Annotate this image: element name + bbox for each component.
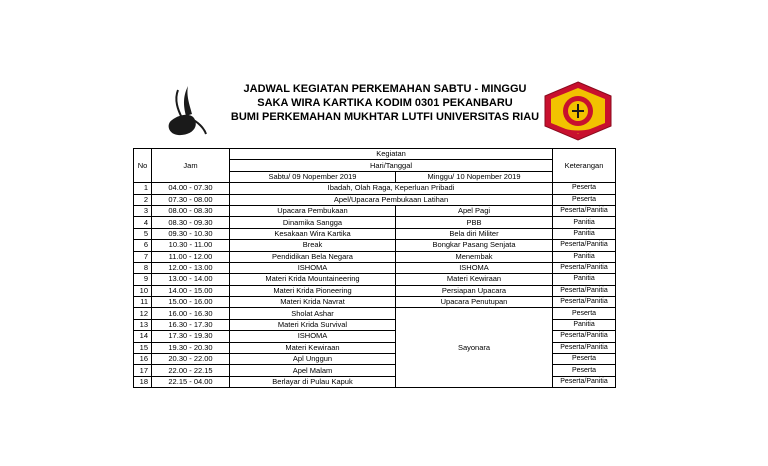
row-activity-sabtu: Materi Krida Navrat: [230, 297, 396, 308]
row-time: 20.30 - 22.00: [152, 354, 230, 365]
row-activity-sabtu: Berlayar di Pulau Kapuk: [230, 376, 396, 387]
title-line-1: JADWAL KEGIATAN PERKEMAHAN SABTU - MINGGU: [243, 83, 527, 95]
row-time: 15.00 - 16.00: [152, 297, 230, 308]
row-keterangan: Panitia: [553, 274, 616, 285]
row-number: 13: [134, 319, 152, 330]
row-keterangan: Peserta/Panitia: [553, 240, 616, 251]
row-activity-minggu: Menembak: [396, 251, 553, 262]
row-time: 13.00 - 14.00: [152, 274, 230, 285]
col-hari-header: Hari/Tanggal: [230, 160, 553, 171]
row-activity-sabtu: Apel Malam: [230, 365, 396, 376]
row-number: 9: [134, 274, 152, 285]
table-row: [134, 205, 616, 216]
table-row: [134, 228, 616, 239]
row-number: 1: [134, 183, 152, 194]
row-number: 2: [134, 194, 152, 205]
row-time: 14.00 - 15.00: [152, 285, 230, 296]
row-keterangan: Peserta/Panitia: [553, 205, 616, 216]
table-row: [134, 262, 616, 273]
row-activity-sabtu: Pendidikan Bela Negara: [230, 251, 396, 262]
title-line-3: BUMI PERKEMAHAN MUKHTAR LUTFI UNIVERSITAS RIAU: [230, 111, 540, 123]
table-row: [134, 251, 616, 262]
row-number: 11: [134, 297, 152, 308]
table-row: [134, 194, 616, 205]
row-number: 12: [134, 308, 152, 319]
col-minggu-header: Minggu/ 10 Nopember 2019: [396, 171, 553, 182]
row-number: 5: [134, 228, 152, 239]
row-time: 22.00 - 22.15: [152, 365, 230, 376]
row-keterangan: Peserta/Panitia: [553, 342, 616, 353]
row-keterangan: Peserta/Panitia: [553, 297, 616, 308]
row-time: 19.30 - 20.30: [152, 342, 230, 353]
row-number: 17: [134, 365, 152, 376]
row-number: 16: [134, 354, 152, 365]
row-number: 7: [134, 251, 152, 262]
row-activity-sabtu: Upacara Pembukaan: [230, 205, 396, 216]
row-activity-sabtu: ISHOMA: [230, 262, 396, 273]
row-activity-minggu: Bongkar Pasang Senjata: [396, 240, 553, 251]
row-number: 3: [134, 205, 152, 216]
header-row-1: [134, 149, 616, 160]
table-row: [134, 183, 616, 194]
row-activity-sabtu: Materi Krida Pioneering: [230, 285, 396, 296]
row-activity-minggu: PBB: [396, 217, 553, 228]
row-time: 16.30 - 17.30: [152, 319, 230, 330]
row-activity-minggu-sayonara: Sayonara: [396, 308, 553, 388]
row-keterangan: Panitia: [553, 319, 616, 330]
row-activity-minggu: Bela diri Militer: [396, 228, 553, 239]
row-activity-both-days: Apel/Upacara Pembukaan Latihan: [230, 194, 553, 205]
row-activity-sabtu: Apl Unggun: [230, 354, 396, 365]
row-keterangan: Panitia: [553, 228, 616, 239]
row-activity-both-days: Ibadah, Olah Raga, Keperluan Pribadi: [230, 183, 553, 194]
table-row: [134, 217, 616, 228]
row-time: 09.30 - 10.30: [152, 228, 230, 239]
row-keterangan: Peserta: [553, 183, 616, 194]
document-title: [215, 82, 555, 124]
row-time: 16.00 - 16.30: [152, 308, 230, 319]
row-number: 6: [134, 240, 152, 251]
row-number: 15: [134, 342, 152, 353]
row-number: 10: [134, 285, 152, 296]
row-time: 12.00 - 13.00: [152, 262, 230, 273]
row-activity-minggu: Upacara Penutupan: [396, 297, 553, 308]
row-activity-sabtu: Materi Krida Mountaineering: [230, 274, 396, 285]
wira-kartika-emblem-icon: [543, 80, 613, 142]
row-activity-minggu: ISHOMA: [396, 262, 553, 273]
row-time: 22.15 - 04.00: [152, 376, 230, 387]
row-activity-sabtu: Sholat Ashar: [230, 308, 396, 319]
row-keterangan: Panitia: [553, 217, 616, 228]
row-keterangan: Peserta/Panitia: [553, 285, 616, 296]
row-activity-minggu: Apel Pagi: [396, 205, 553, 216]
row-keterangan: Peserta/Panitia: [553, 331, 616, 342]
row-activity-minggu: Persiapan Upacara: [396, 285, 553, 296]
col-keterangan-header: Keterangan: [553, 149, 616, 183]
row-time: 17.30 - 19.30: [152, 331, 230, 342]
row-keterangan: Peserta: [553, 194, 616, 205]
row-keterangan: Peserta: [553, 354, 616, 365]
row-activity-sabtu: Materi Krida Survival: [230, 319, 396, 330]
row-number: 14: [134, 331, 152, 342]
row-number: 8: [134, 262, 152, 273]
row-activity-sabtu: Break: [230, 240, 396, 251]
table-row: [134, 240, 616, 251]
row-time: 04.00 - 07.30: [152, 183, 230, 194]
row-time: 11.00 - 12.00: [152, 251, 230, 262]
row-keterangan: Peserta: [553, 308, 616, 319]
row-activity-minggu: Materi Kewiraan: [396, 274, 553, 285]
row-activity-sabtu: Kesakaan Wira Kartika: [230, 228, 396, 239]
tunas-kelapa-icon: [160, 80, 208, 140]
row-number: 18: [134, 376, 152, 387]
schedule-table: [133, 148, 616, 388]
title-line-2: SAKA WIRA KARTIKA KODIM 0301 PEKANBARU: [257, 97, 513, 109]
row-keterangan: Peserta/Panitia: [553, 262, 616, 273]
row-activity-sabtu: ISHOMA: [230, 331, 396, 342]
col-jam-header: Jam: [152, 149, 230, 183]
col-no-header: No: [134, 149, 152, 183]
table-row: [134, 308, 616, 319]
table-row: [134, 274, 616, 285]
table-row: [134, 297, 616, 308]
row-time: 10.30 - 11.00: [152, 240, 230, 251]
row-keterangan: Peserta/Panitia: [553, 376, 616, 387]
row-activity-sabtu: Dinamika Sangga: [230, 217, 396, 228]
row-time: 07.30 - 08.00: [152, 194, 230, 205]
row-time: 08.00 - 08.30: [152, 205, 230, 216]
col-kegiatan-header: Kegiatan: [230, 149, 553, 160]
row-keterangan: Peserta: [553, 365, 616, 376]
row-time: 08.30 - 09.30: [152, 217, 230, 228]
table-row: [134, 285, 616, 296]
col-sabtu-header: Sabtu/ 09 Nopember 2019: [230, 171, 396, 182]
row-activity-sabtu: Materi Kewiraan: [230, 342, 396, 353]
row-number: 4: [134, 217, 152, 228]
row-keterangan: Panitia: [553, 251, 616, 262]
